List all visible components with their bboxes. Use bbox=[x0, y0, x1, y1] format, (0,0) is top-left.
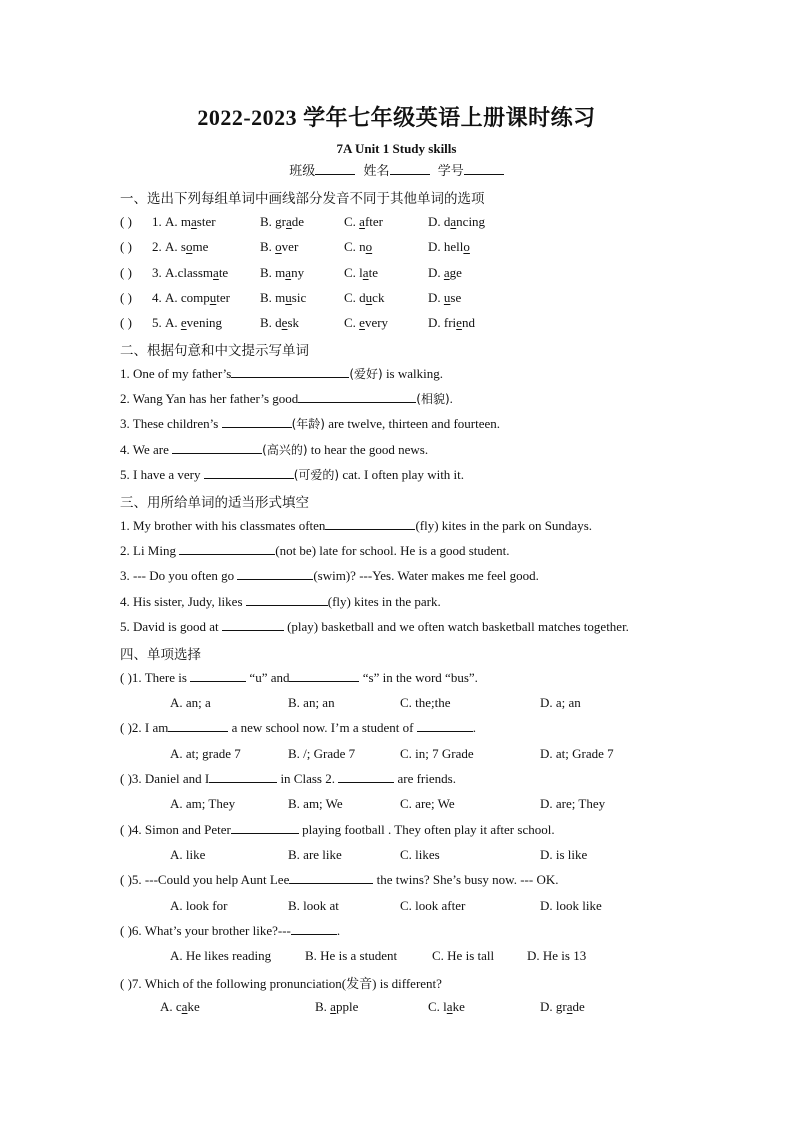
question-number: 4. bbox=[152, 290, 162, 305]
option-c[interactable] bbox=[344, 214, 383, 230]
option-text: A. computer bbox=[165, 290, 230, 305]
verb-form-question bbox=[120, 568, 539, 584]
question-text: a new school now. I’m a student of bbox=[228, 720, 417, 735]
option-text: D. grade bbox=[540, 999, 585, 1014]
question-text: --- OK. bbox=[516, 872, 559, 887]
answer-paren[interactable]: ( bbox=[120, 670, 128, 685]
answer-blank[interactable] bbox=[417, 720, 473, 732]
answer-paren[interactable]: ( bbox=[120, 872, 128, 887]
choice-option[interactable]: B. am; We bbox=[288, 796, 343, 811]
section-1-heading: 一、选出下列每组单词中画线部分发音不同于其他单词的选项 bbox=[120, 191, 485, 207]
section-3-heading: 三、用所给单词的适当形式填空 bbox=[120, 495, 309, 511]
choice-question bbox=[120, 872, 558, 888]
answer-paren[interactable]: ( bbox=[120, 822, 128, 837]
id-label: 学号 bbox=[437, 164, 464, 179]
question-text: ---Yes. Water makes me feel good. bbox=[355, 568, 539, 583]
answer-paren[interactable]: ( ) bbox=[120, 265, 132, 280]
answer-blank[interactable] bbox=[338, 771, 394, 783]
option-c[interactable] bbox=[344, 239, 372, 255]
answer-paren[interactable]: ( ) bbox=[120, 214, 132, 229]
answer-blank[interactable] bbox=[291, 923, 337, 935]
fill-question bbox=[120, 365, 443, 382]
underlined-letter: o bbox=[185, 239, 193, 254]
option-b[interactable] bbox=[260, 290, 306, 306]
question-text: . bbox=[336, 923, 341, 938]
option-b[interactable] bbox=[260, 315, 299, 331]
question-text: )7. Which of the following pronunciation(发音) is different? bbox=[127, 976, 442, 991]
answer-blank[interactable] bbox=[298, 391, 416, 403]
question-text: kites in the park on Sundays. bbox=[438, 518, 593, 533]
option-b[interactable] bbox=[260, 265, 304, 281]
option-d[interactable] bbox=[428, 214, 485, 230]
answer-blank[interactable] bbox=[222, 619, 284, 631]
question-text: the twins? She’s busy now. bbox=[373, 872, 517, 887]
choice-option[interactable]: C. are; We bbox=[400, 796, 455, 811]
answer-paren[interactable]: ( bbox=[120, 771, 128, 786]
underlined-letter: a bbox=[359, 214, 365, 229]
answer-blank[interactable] bbox=[222, 416, 292, 428]
answer-blank[interactable] bbox=[325, 518, 415, 530]
question-text: in Class 2. bbox=[277, 771, 339, 786]
choice-option[interactable]: A. like bbox=[170, 847, 206, 862]
option-text: A. master bbox=[165, 214, 216, 229]
verb-form-question bbox=[120, 594, 441, 610]
question-text: 3. These children’s bbox=[120, 416, 222, 431]
choice-option[interactable]: A. am; They bbox=[170, 796, 236, 811]
question-number: 5. bbox=[152, 315, 162, 330]
choice-option[interactable]: D. a; an bbox=[540, 695, 581, 710]
answer-blank[interactable] bbox=[209, 771, 277, 783]
underlined-letter: a bbox=[213, 265, 219, 280]
question-text: are twelve, thirteen and fourteen. bbox=[324, 416, 501, 431]
choice-option[interactable]: B. look at bbox=[288, 898, 339, 913]
answer-blank[interactable] bbox=[204, 467, 294, 479]
section-4-heading: 四、单项选择 bbox=[120, 647, 201, 663]
option-text: D. use bbox=[428, 290, 462, 305]
question-text: “s” in the word “bus”. bbox=[359, 670, 478, 685]
option-b[interactable] bbox=[260, 214, 304, 230]
given-word: (play) bbox=[283, 619, 319, 634]
question-text: is walking. bbox=[382, 366, 443, 381]
question-text: cat. I often play with it. bbox=[339, 467, 465, 482]
option-a[interactable] bbox=[165, 265, 228, 281]
question-text: 5. I have a very bbox=[120, 467, 204, 482]
option-d[interactable] bbox=[428, 265, 462, 281]
question-text: are friends. bbox=[394, 771, 456, 786]
option-text: C. duck bbox=[344, 290, 385, 305]
option-text: C. every bbox=[344, 315, 389, 330]
question-text: kites in the park. bbox=[350, 594, 441, 609]
question-text: )2. I am bbox=[127, 720, 169, 735]
underlined-letter: u bbox=[285, 290, 292, 305]
option-text: C. late bbox=[344, 265, 378, 280]
question-text: )3. Daniel and I bbox=[127, 771, 210, 786]
answer-blank[interactable] bbox=[289, 670, 359, 682]
option-text: C. after bbox=[344, 214, 383, 229]
page-subtitle: 7A Unit 1 Study skills bbox=[336, 141, 457, 156]
option-text: D. friend bbox=[428, 315, 475, 330]
choice-option[interactable]: B. He is a student bbox=[305, 948, 398, 963]
option-d[interactable] bbox=[428, 290, 461, 306]
question-text: 1. My brother with his classmates often bbox=[120, 518, 326, 533]
choice-option[interactable]: D. look like bbox=[540, 898, 602, 913]
choice-option[interactable]: B. are like bbox=[288, 847, 342, 862]
choice-option[interactable]: B. an; an bbox=[288, 695, 335, 710]
choice-question bbox=[120, 720, 476, 736]
id-blank[interactable] bbox=[464, 163, 504, 175]
fill-question bbox=[120, 390, 453, 407]
given-word: (fly) bbox=[415, 518, 439, 533]
option-text: D. dancing bbox=[428, 214, 486, 229]
answer-blank[interactable] bbox=[231, 822, 299, 834]
choice-option[interactable] bbox=[540, 999, 585, 1015]
section-2-heading: 二、根据句意和中文提示写单词 bbox=[120, 343, 309, 359]
question-text: late for school. He is a good student. bbox=[316, 543, 510, 558]
question-text: basketball and we often watch basketball matches together. bbox=[318, 619, 629, 634]
choice-option[interactable]: A. look for bbox=[170, 898, 228, 913]
option-a[interactable] bbox=[165, 214, 216, 230]
underlined-letter: e bbox=[180, 315, 187, 330]
underlined-letter: u bbox=[365, 290, 373, 305]
underlined-letter: a bbox=[286, 214, 292, 229]
underlined-letter: a bbox=[191, 214, 197, 229]
answer-blank[interactable] bbox=[172, 442, 262, 454]
question-text: 4. We are bbox=[120, 442, 173, 457]
answer-blank[interactable] bbox=[179, 543, 275, 555]
question-text: 1. One of my father’s bbox=[120, 366, 232, 381]
choice-option[interactable]: D. He is 13 bbox=[527, 948, 587, 963]
option-a[interactable] bbox=[165, 239, 208, 255]
question-text: playing football . They often play it after school. bbox=[298, 822, 555, 837]
option-c[interactable] bbox=[344, 315, 388, 331]
verb-form-question bbox=[120, 518, 592, 534]
option-a[interactable] bbox=[165, 315, 222, 331]
option-a[interactable] bbox=[165, 290, 230, 306]
underlined-letter: a bbox=[566, 999, 573, 1014]
given-word: (fly) bbox=[327, 594, 351, 609]
question-text: 5. David is good at bbox=[120, 619, 222, 634]
option-c[interactable] bbox=[344, 265, 378, 281]
choice-question bbox=[120, 670, 478, 686]
option-text: B. many bbox=[260, 265, 305, 280]
answer-blank[interactable] bbox=[237, 568, 313, 580]
fill-question bbox=[120, 415, 500, 432]
question-number: 3. bbox=[152, 265, 162, 280]
choice-option[interactable]: A. He likes reading bbox=[170, 948, 272, 963]
question-text: )1. There is bbox=[127, 670, 191, 685]
chinese-hint: (爱好) bbox=[349, 367, 383, 381]
underlined-letter: o bbox=[275, 239, 282, 254]
verb-form-question bbox=[120, 619, 629, 635]
option-text: B. grade bbox=[260, 214, 305, 229]
chinese-hint: (年龄) bbox=[291, 417, 325, 431]
underlined-letter: a bbox=[450, 214, 457, 229]
given-word: (swim)? bbox=[313, 568, 356, 583]
choice-option[interactable]: A. at; grade 7 bbox=[170, 746, 241, 761]
underlined-letter: a bbox=[443, 265, 450, 280]
answer-blank[interactable] bbox=[190, 670, 246, 682]
option-text: D. age bbox=[428, 265, 462, 280]
choice-option[interactable]: C. likes bbox=[400, 847, 440, 862]
class-blank[interactable] bbox=[315, 163, 355, 175]
chinese-hint: (相貌) bbox=[416, 392, 450, 406]
choice-option[interactable] bbox=[160, 999, 200, 1015]
option-d[interactable] bbox=[428, 239, 470, 255]
question-text: . bbox=[449, 391, 453, 406]
option-text: B. desk bbox=[260, 315, 300, 330]
option-text: C. lake bbox=[428, 999, 465, 1014]
choice-option[interactable]: A. an; a bbox=[170, 695, 211, 710]
name-label: 姓名 bbox=[363, 164, 390, 179]
choice-question bbox=[120, 771, 456, 787]
question-text: 2. Li Ming bbox=[120, 543, 180, 558]
choice-option[interactable]: D. are; They bbox=[540, 796, 606, 811]
underlined-letter: e bbox=[281, 315, 288, 330]
answer-paren[interactable]: ( ) bbox=[120, 315, 132, 330]
choice-option[interactable]: C. look after bbox=[400, 898, 466, 913]
option-text: A.classmate bbox=[165, 265, 229, 280]
answer-paren[interactable]: ( bbox=[120, 720, 128, 735]
chinese-hint: (高兴的) bbox=[262, 443, 308, 457]
given-word: (not be) bbox=[275, 543, 317, 558]
option-b[interactable] bbox=[260, 239, 298, 255]
choice-option[interactable] bbox=[428, 999, 465, 1015]
student-info-line bbox=[0, 160, 793, 179]
page-title: 2022-2023 学年七年级英语上册课时练习 bbox=[197, 105, 596, 130]
choice-option[interactable]: C. in; 7 Grade bbox=[400, 746, 474, 761]
question-text: )4. Simon and Peter bbox=[127, 822, 231, 837]
underlined-letter: a bbox=[330, 999, 336, 1014]
option-text: A. cake bbox=[160, 999, 200, 1014]
class-label: 班级 bbox=[289, 164, 316, 179]
choice-option[interactable]: B. /; Grade 7 bbox=[288, 746, 356, 761]
question-text: 2. Wang Yan has her father’s good bbox=[120, 391, 299, 406]
question-number: 1. bbox=[152, 214, 162, 229]
answer-blank[interactable] bbox=[246, 594, 328, 606]
choice-option[interactable] bbox=[315, 999, 358, 1015]
question-text: “u” and bbox=[246, 670, 290, 685]
option-text: A. some bbox=[165, 239, 209, 254]
choice-option[interactable]: C. the;the bbox=[400, 695, 451, 710]
underlined-letter: a bbox=[446, 999, 453, 1014]
answer-paren[interactable]: ( bbox=[120, 976, 128, 991]
option-d[interactable] bbox=[428, 315, 475, 331]
choice-question bbox=[120, 822, 555, 838]
underlined-letter: a bbox=[362, 265, 369, 280]
question-text: . bbox=[472, 720, 476, 735]
choice-option[interactable]: C. He is tall bbox=[432, 948, 495, 963]
option-text: C. no bbox=[344, 239, 373, 254]
answer-paren[interactable]: ( bbox=[120, 923, 128, 938]
option-text: B. apple bbox=[315, 999, 359, 1014]
question-text: )6. What’s your brother like?--- bbox=[127, 923, 291, 938]
question-text: to hear the good news. bbox=[307, 442, 429, 457]
question-text: 4. His sister, Judy, likes bbox=[120, 594, 246, 609]
option-text: B. over bbox=[260, 239, 299, 254]
verb-form-question bbox=[120, 543, 510, 559]
fill-question bbox=[120, 466, 464, 483]
choice-question bbox=[120, 973, 442, 992]
choice-option[interactable]: D. at; Grade 7 bbox=[540, 746, 614, 761]
underlined-letter: e bbox=[456, 315, 462, 330]
underlined-letter: e bbox=[359, 315, 365, 330]
option-text: A. evening bbox=[165, 315, 223, 330]
answer-blank[interactable] bbox=[168, 720, 228, 732]
name-blank[interactable] bbox=[390, 163, 430, 175]
question-text: )5. ---Could you help Aunt Lee bbox=[127, 872, 290, 887]
option-text: D. hello bbox=[428, 239, 470, 254]
answer-paren[interactable]: ( ) bbox=[120, 239, 132, 254]
fill-question bbox=[120, 441, 428, 458]
answer-paren[interactable]: ( ) bbox=[120, 290, 132, 305]
underlined-letter: o bbox=[463, 239, 470, 254]
answer-blank[interactable] bbox=[289, 872, 373, 884]
choice-question bbox=[120, 923, 340, 939]
chinese-hint: (可爱的) bbox=[293, 468, 340, 482]
underlined-letter: a bbox=[285, 265, 292, 280]
option-text: B. music bbox=[260, 290, 307, 305]
underlined-letter: u bbox=[209, 290, 217, 305]
question-number: 2. bbox=[152, 239, 162, 254]
choice-option[interactable]: D. is like bbox=[540, 847, 588, 862]
answer-blank[interactable] bbox=[231, 366, 349, 378]
underlined-letter: a bbox=[181, 999, 188, 1014]
underlined-letter: o bbox=[365, 239, 373, 254]
option-c[interactable] bbox=[344, 290, 384, 306]
underlined-letter: u bbox=[443, 290, 451, 305]
question-text: 3. --- Do you often go bbox=[120, 568, 238, 583]
